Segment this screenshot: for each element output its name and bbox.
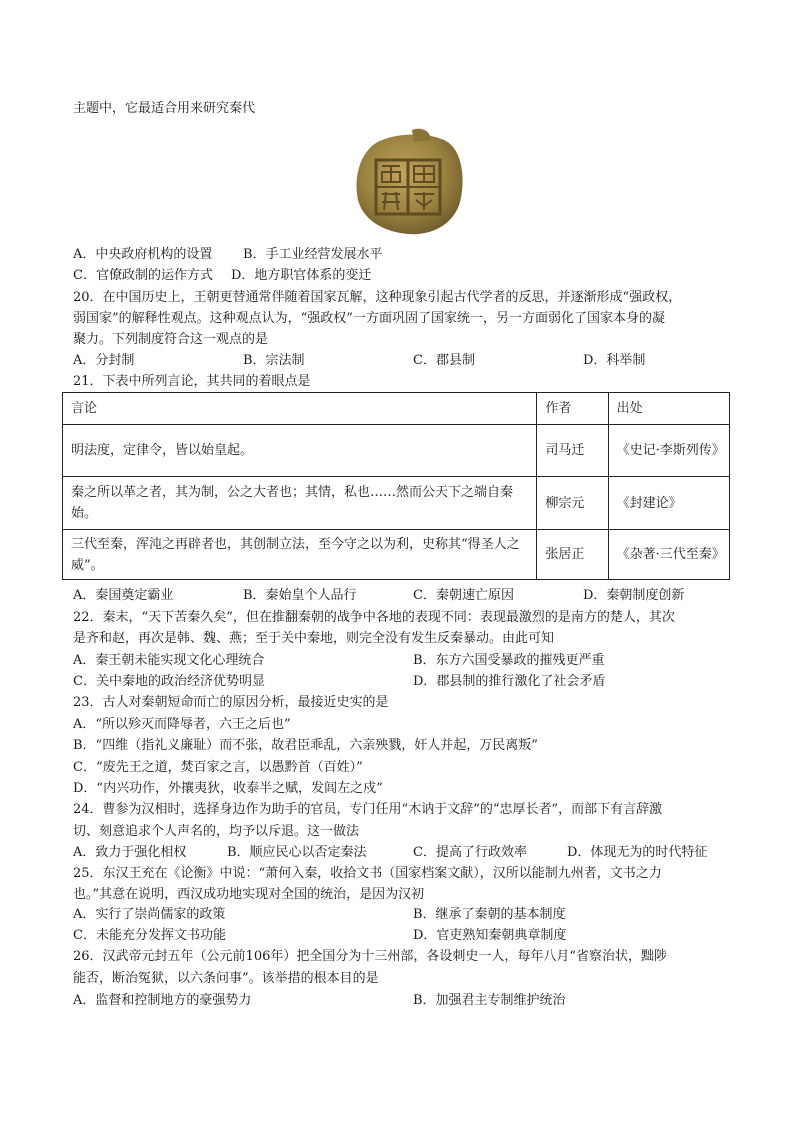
q21-option-b: B．秦始皇个人品行 (243, 588, 357, 603)
speech-cell: 三代至秦，浑沌之再辟者也，其创制立法，至今守之以为利，史称其“得圣人之威”。 (63, 530, 537, 580)
q20-option-a: A．分封制 (73, 353, 135, 368)
q20-stem-line-3: 聚力。下列制度符合这一观点的是 (73, 332, 269, 347)
q25-option-d: D．官吏熟知秦朝典章制度 (413, 928, 567, 943)
q20-stem-line-1: 20．在中国历史上，王朝更替通常伴随着国家瓦解，这种现象引起古代学者的反思，并逐渐形成“强政权， (73, 290, 682, 305)
q19-option-d: D．地方职官体系的变迁 (231, 268, 372, 283)
source-cell: 《封建论》 (608, 477, 729, 530)
q22-option-c: C．关中秦地的政治经济优势明显 (73, 674, 265, 689)
q22-option-b: B．东方六国受暴政的摧残更严重 (413, 653, 605, 668)
q20-option-c: C．郡县制 (413, 353, 475, 368)
source-cell: 《史记·李斯列传》 (608, 425, 729, 477)
q26-stem-line-1: 26．汉武帝元封五年（公元前106年）把全国分为十三州部，各设刺史一人，每年八月“省察治状，黜陟 (73, 949, 668, 964)
q21-stem: 21．下表中所列言论，其共同的着眼点是 (73, 374, 311, 389)
q22-stem-line-2: 是齐和赵，再次是韩、魏、燕；至于关中秦地，则完全没有发生反秦暴动。由此可知 (73, 631, 555, 646)
q23-option-d: D．“内兴功作，外攘夷狄，收泰半之赋，发闾左之戍” (73, 781, 383, 796)
q25-stem-line-1: 25．东汉王充在《论衡》中说：“萧何入秦，收拾文书（国家档案文献），汉所以能制九州者，文书之力 (73, 866, 662, 881)
speech-cell: 明法度，定律令，皆以始皇起。 (63, 425, 537, 477)
author-cell: 司马迁 (537, 425, 608, 477)
table-row (63, 425, 730, 477)
q22-stem-line-1: 22．秦末，“天下苦秦久矣”，但在推翻秦朝的战争中各地的表现不同：表现最激烈的是南方的楚人，其次 (73, 610, 675, 625)
speech-cell: 秦之所以革之者，其为制，公之大者也；其情，私也……然而公天下之端自秦始。 (63, 477, 537, 530)
q20-stem-line-2: 弱国家”的解释性观点。这种观点认为，“强政权”一方面巩固了国家统一，另一方面弱化了国家本身的凝 (73, 311, 665, 326)
q24-stem-line-1: 24．曹参为汉相时，选择身边作为助手的官员，专门任用“木讷于文辞”的“忠厚长者”，而部下有言辞激 (73, 802, 663, 817)
q23-option-b: B．“四维（指礼义廉耻）而不张，故君臣乖乱，六亲殃戮，奸人并起，万民离叛” (73, 738, 538, 753)
clay-seal-image (352, 126, 468, 240)
header-source: 出处 (608, 393, 729, 425)
q24-option-d: D．体现无为的时代特征 (567, 845, 708, 860)
q21-quotes-table (62, 392, 730, 580)
q24-option-a: A．致力于强化相权 (73, 845, 187, 860)
q24-option-b: B．顺应民心以否定秦法 (227, 845, 367, 860)
source-cell: 《杂著·三代至秦》 (608, 530, 729, 580)
q23-option-c: C．“废先王之道，焚百家之言，以愚黔首（百姓）” (73, 760, 363, 775)
q26-option-a: A．监督和控制地方的豪强势力 (73, 993, 252, 1008)
q25-option-c: C．未能充分发挥文书功能 (73, 928, 226, 943)
table-header-row (63, 393, 730, 425)
author-cell: 柳宗元 (537, 477, 608, 530)
q26-stem-line-2: 能否，断治冤狱，以六条问事”。该举措的根本目的是 (73, 971, 379, 986)
table-row (63, 530, 730, 580)
q25-stem-line-2: 也。”其意在说明，西汉成功地实现对全国的统治，是因为汉初 (73, 887, 425, 902)
header-speech: 言论 (63, 393, 537, 425)
q25-option-a: A．实行了崇尚儒家的政策 (73, 907, 226, 922)
q23-stem: 23．古人对秦朝短命而亡的原因分析，最接近史实的是 (73, 695, 389, 710)
q21-option-c: C．秦朝速亡原因 (413, 588, 514, 603)
q24-option-c: C．提高了行政效率 (413, 845, 527, 860)
table-row (63, 477, 730, 530)
q20-option-b: B．宗法制 (243, 353, 305, 368)
question-19-intro: 主题中，它最适合用来研究秦代 (73, 101, 256, 116)
header-author: 作者 (537, 393, 608, 425)
q26-option-b: B．加强君主专制维护统治 (413, 993, 566, 1008)
q19-option-a: A．中央政府机构的设置 (73, 247, 213, 262)
q23-option-a: A．“所以殄灭而降辱者，六王之后也” (73, 717, 291, 732)
q19-option-c: C．官僚政制的运作方式 (73, 268, 213, 283)
author-cell: 张居正 (537, 530, 608, 580)
q21-option-a: A．秦国奠定霸业 (73, 588, 174, 603)
q21-option-d: D．秦朝制度创新 (583, 588, 685, 603)
q22-option-d: D．郡县制的推行激化了社会矛盾 (413, 674, 606, 689)
q22-option-a: A．秦王朝未能实现文化心理统合 (73, 653, 265, 668)
q25-option-b: B．继承了秦朝的基本制度 (413, 907, 566, 922)
q19-option-b: B．手工业经营发展水平 (243, 247, 383, 262)
q24-stem-line-2: 切、刻意追求个人声名的，均予以斥退。这一做法 (73, 824, 360, 839)
q20-option-d: D．科举制 (583, 353, 646, 368)
